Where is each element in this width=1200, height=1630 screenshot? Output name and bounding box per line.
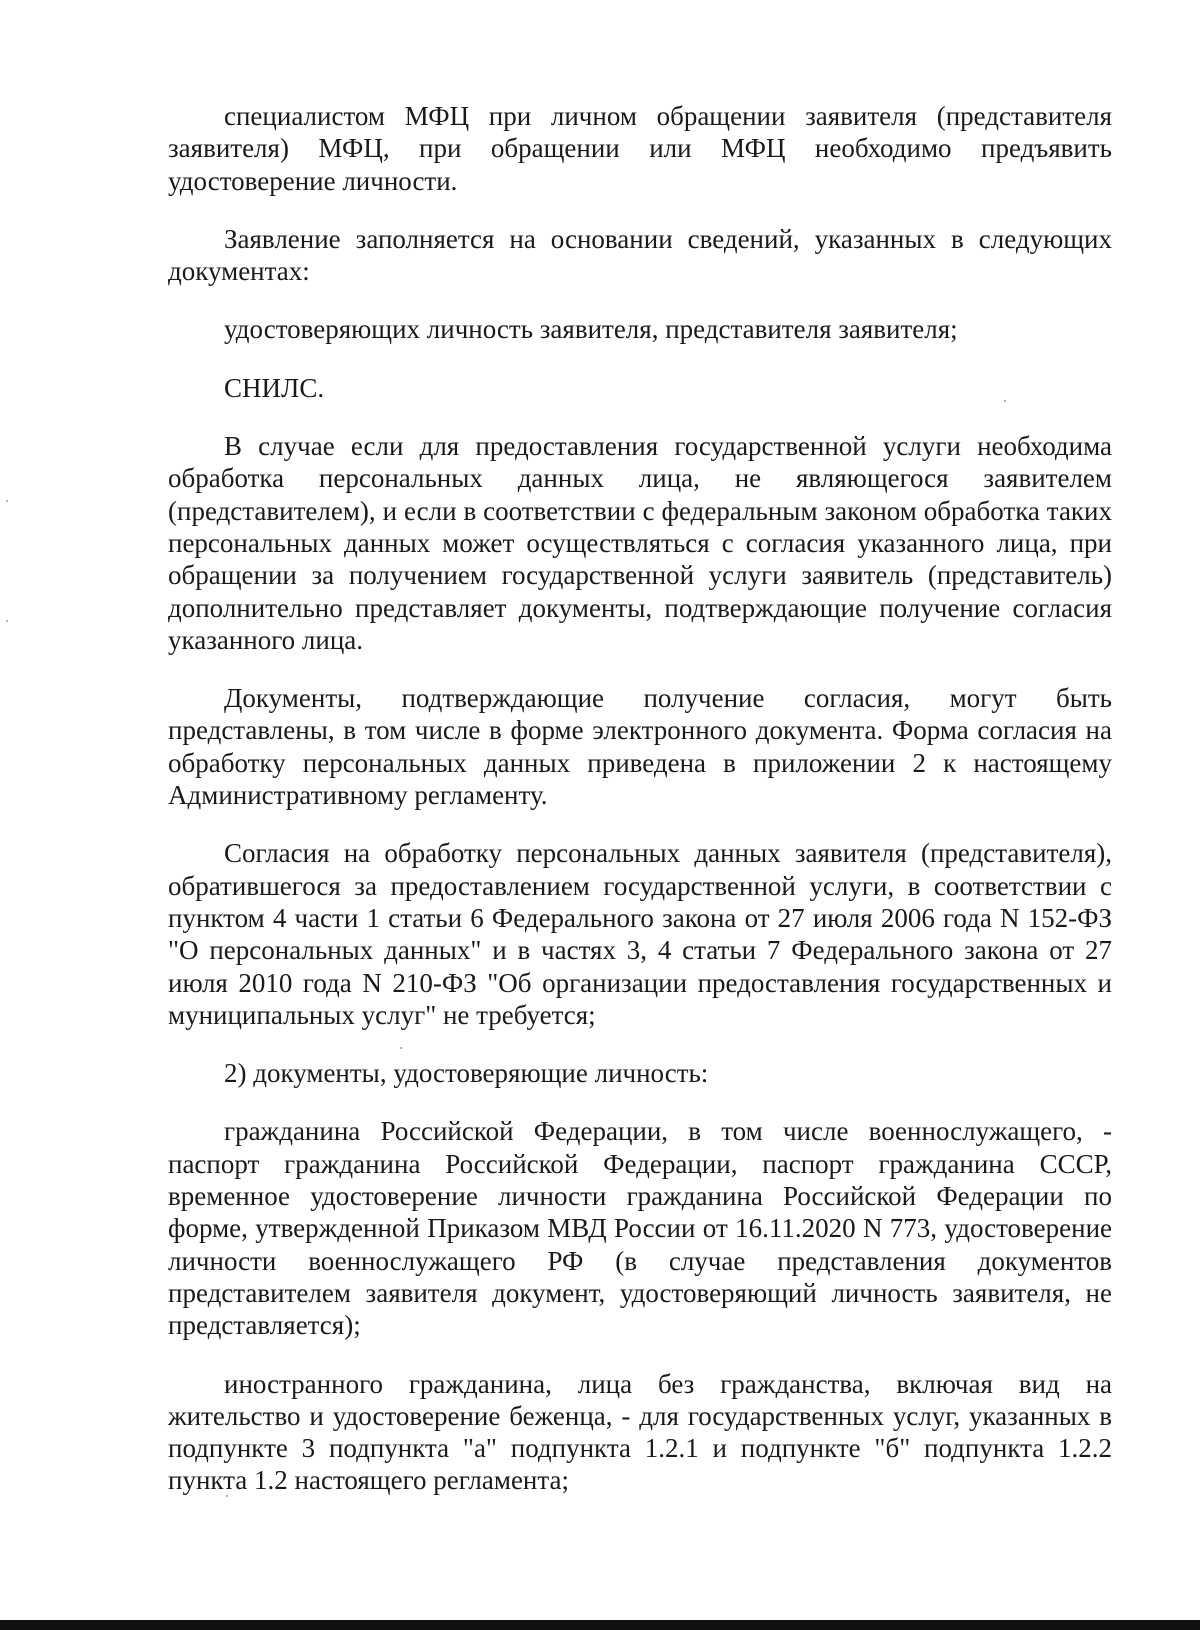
- paragraph-mfc-identity: специалистом МФЦ при личном обращении заявителя (представителя заявителя) МФЦ, при обращении или МФЦ необходимо предъявить удостоверение личности.: [168, 101, 1112, 196]
- paragraph-application-basis: Заявление заполняется на основании сведений, указанных в следующих документах:: [168, 223, 1112, 287]
- scan-edge-bar: [0, 1620, 1200, 1630]
- paragraph-consent-form: Документы, подтверждающие получение согласия, могут быть представлены, в том числе в форме электронного документа. Форма согласия на обработку персональных данных приведена в приложении 2 к настоящему Административному регламенту.: [168, 683, 1112, 811]
- paragraph-consent-not-required: Согласия на обработку персональных данных заявителя (представителя), обратившегося за предоставлением государственной услуги, в соответствии с пунктом 4 части 1 статьи 6 Федерального закона от 27 июля 2006 года N 152-ФЗ "О персональных данных" и в частях 3, 4 статьи 7 Федерального закона от 27 июля 2010 года N 210-ФЗ "Об организации предоставления государственных и муниципальных услуг" не требуется;: [168, 838, 1112, 1030]
- scan-speck: [6, 620, 8, 622]
- scan-speck: [6, 500, 8, 502]
- scan-speck: [226, 1495, 228, 1497]
- paragraph-third-party-data: В случае если для предоставления государственной услуги необходима обработка персональных данных лица, не являющегося заявителем (представителем), и если в соответствии с федеральным законом обработка таких персональных данных может осуществляться с согласия указанного лица, при обращении за получением государственной услуги заявитель (представитель) дополнительно представляет документы, подтверждающие получение согласия указанного лица.: [168, 431, 1112, 655]
- paragraph-russian-citizen: гражданина Российской Федерации, в том числе военнослужащего, - паспорт гражданина Российской Федерации, паспорт гражданина СССР, временное удостоверение личности гражданина Российской Федерации по форме, утвержденной Приказом МВД России от 16.11.2020 N 773, удостоверение личности военнослужащего РФ (в случае представления документов представителем заявителя документ, удостоверяющий личность заявителя, не представляется);: [168, 1116, 1112, 1341]
- scan-speck: [1004, 400, 1006, 402]
- paragraph-identity-heading: 2) документы, удостоверяющие личность:: [224, 1058, 709, 1089]
- paragraph-foreign-citizen: иностранного гражданина, лица без гражданства, включая вид на жительство и удостоверение беженца, - для государственных услуг, указанных в подпункте 3 подпункта "а" подпункта 1.2.1 и подпункте "б" подпункта 1.2.2 пункта 1.2 настоящего регламента;: [168, 1368, 1112, 1496]
- paragraph-snils: СНИЛС.: [224, 372, 325, 403]
- paragraph-identity-documents: удостоверяющих личность заявителя, представителя заявителя;: [224, 314, 958, 345]
- document-body: [168, 100, 1112, 1523]
- scan-speck: [400, 1047, 402, 1049]
